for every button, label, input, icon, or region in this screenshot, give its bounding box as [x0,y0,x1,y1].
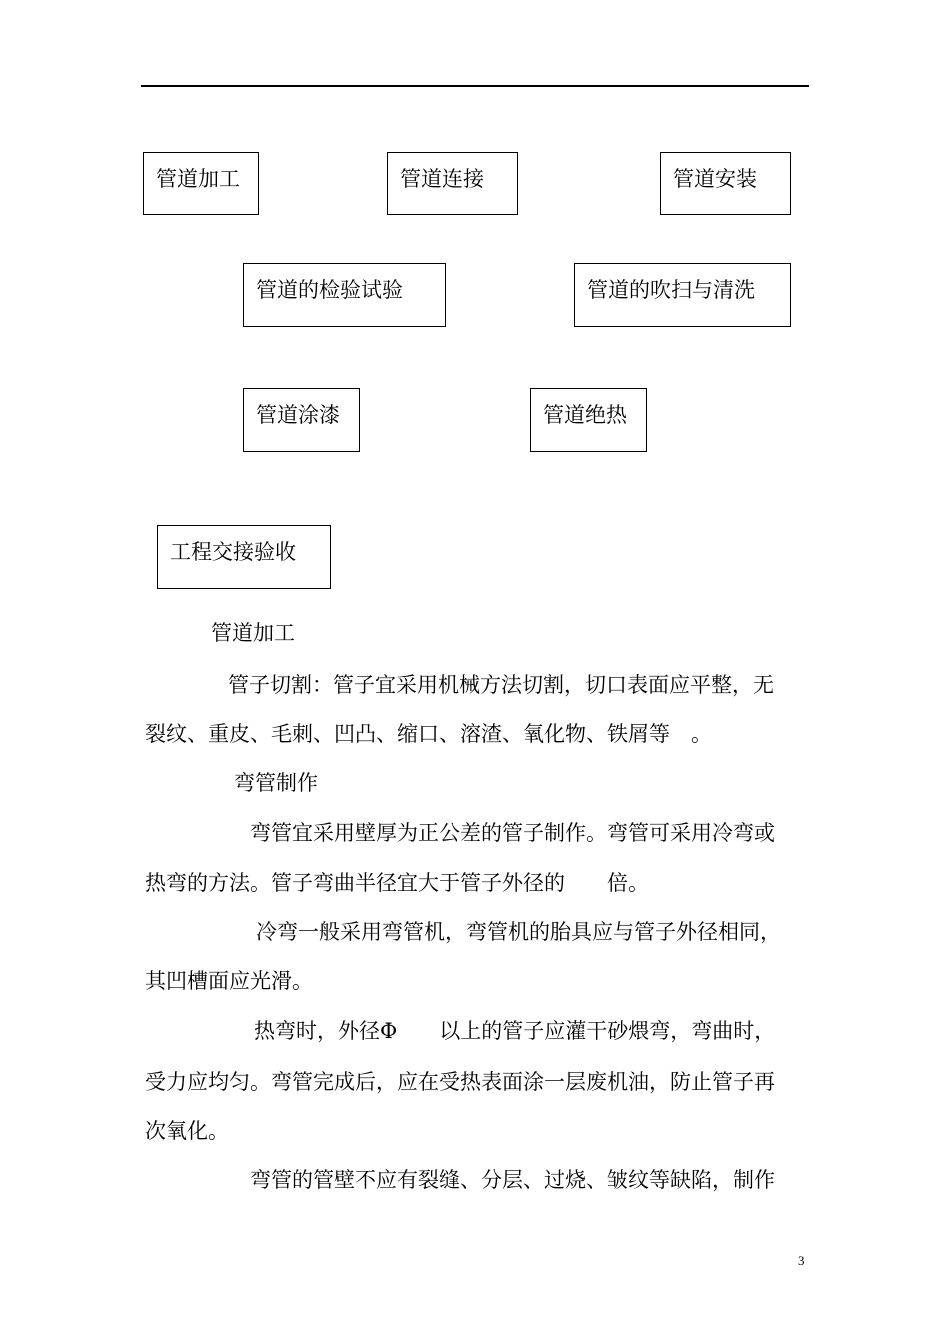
flowchart-box-label: 管道加工 [156,167,240,191]
flowchart-box-purging-cleaning [574,263,791,327]
flowchart-box-label: 管道安装 [673,167,757,191]
flowchart-box-label: 管道的检验试验 [256,278,403,302]
section-heading-pipe-processing: 管道加工 [211,621,295,645]
flowchart-box-label: 管道绝热 [543,403,627,427]
flowchart-box-painting [243,388,360,452]
page-number: 3 [798,1253,805,1268]
flowchart-box-pipe-connection [387,152,518,215]
paragraph-line: 热弯的方法。管子弯曲半径宜大于管子外径的 倍。 [145,871,649,895]
paragraph-line: 弯管宜采用壁厚为正公差的管子制作。弯管可采用冷弯或 [250,821,775,845]
section-heading-pipe-bending: 弯管制作 [234,771,318,795]
paragraph-line: 裂纹、重皮、毛刺、凹凸、缩口、溶渣、氧化物、铁屑等 。 [145,722,712,746]
flowchart-box-pipe-processing [143,152,259,215]
flowchart-box-pipe-installation [660,152,791,215]
paragraph-line: 管子切割：管子宜采用机械方法切割，切口表面应平整，无 [228,673,774,697]
flowchart-box-label: 管道涂漆 [256,403,340,427]
paragraph-line: 热弯时，外径Φ 以上的管子应灌干砂煨弯，弯曲时， [254,1019,776,1043]
paragraph-line: 弯管的管壁不应有裂缝、分层、过烧、皱纹等缺陷，制作 [250,1168,775,1192]
paragraph-line: 冷弯一般采用弯管机，弯管机的胎具应与管子外径相同， [256,920,781,944]
paragraph-line: 受力应均匀。弯管完成后，应在受热表面涂一层废机油，防止管子再 [145,1070,775,1094]
paragraph-line: 其凹槽面应光滑。 [145,969,313,993]
flowchart-box-label: 管道连接 [400,167,484,191]
flowchart-box-handover-acceptance [157,525,331,589]
flowchart-box-label: 管道的吹扫与清洗 [587,278,755,302]
header-rule [141,85,809,87]
paragraph-line: 次氧化。 [145,1119,229,1143]
flowchart-box-inspection-testing [243,263,446,327]
flowchart-box-insulation [530,388,647,452]
flowchart-box-label: 工程交接验收 [170,540,296,564]
